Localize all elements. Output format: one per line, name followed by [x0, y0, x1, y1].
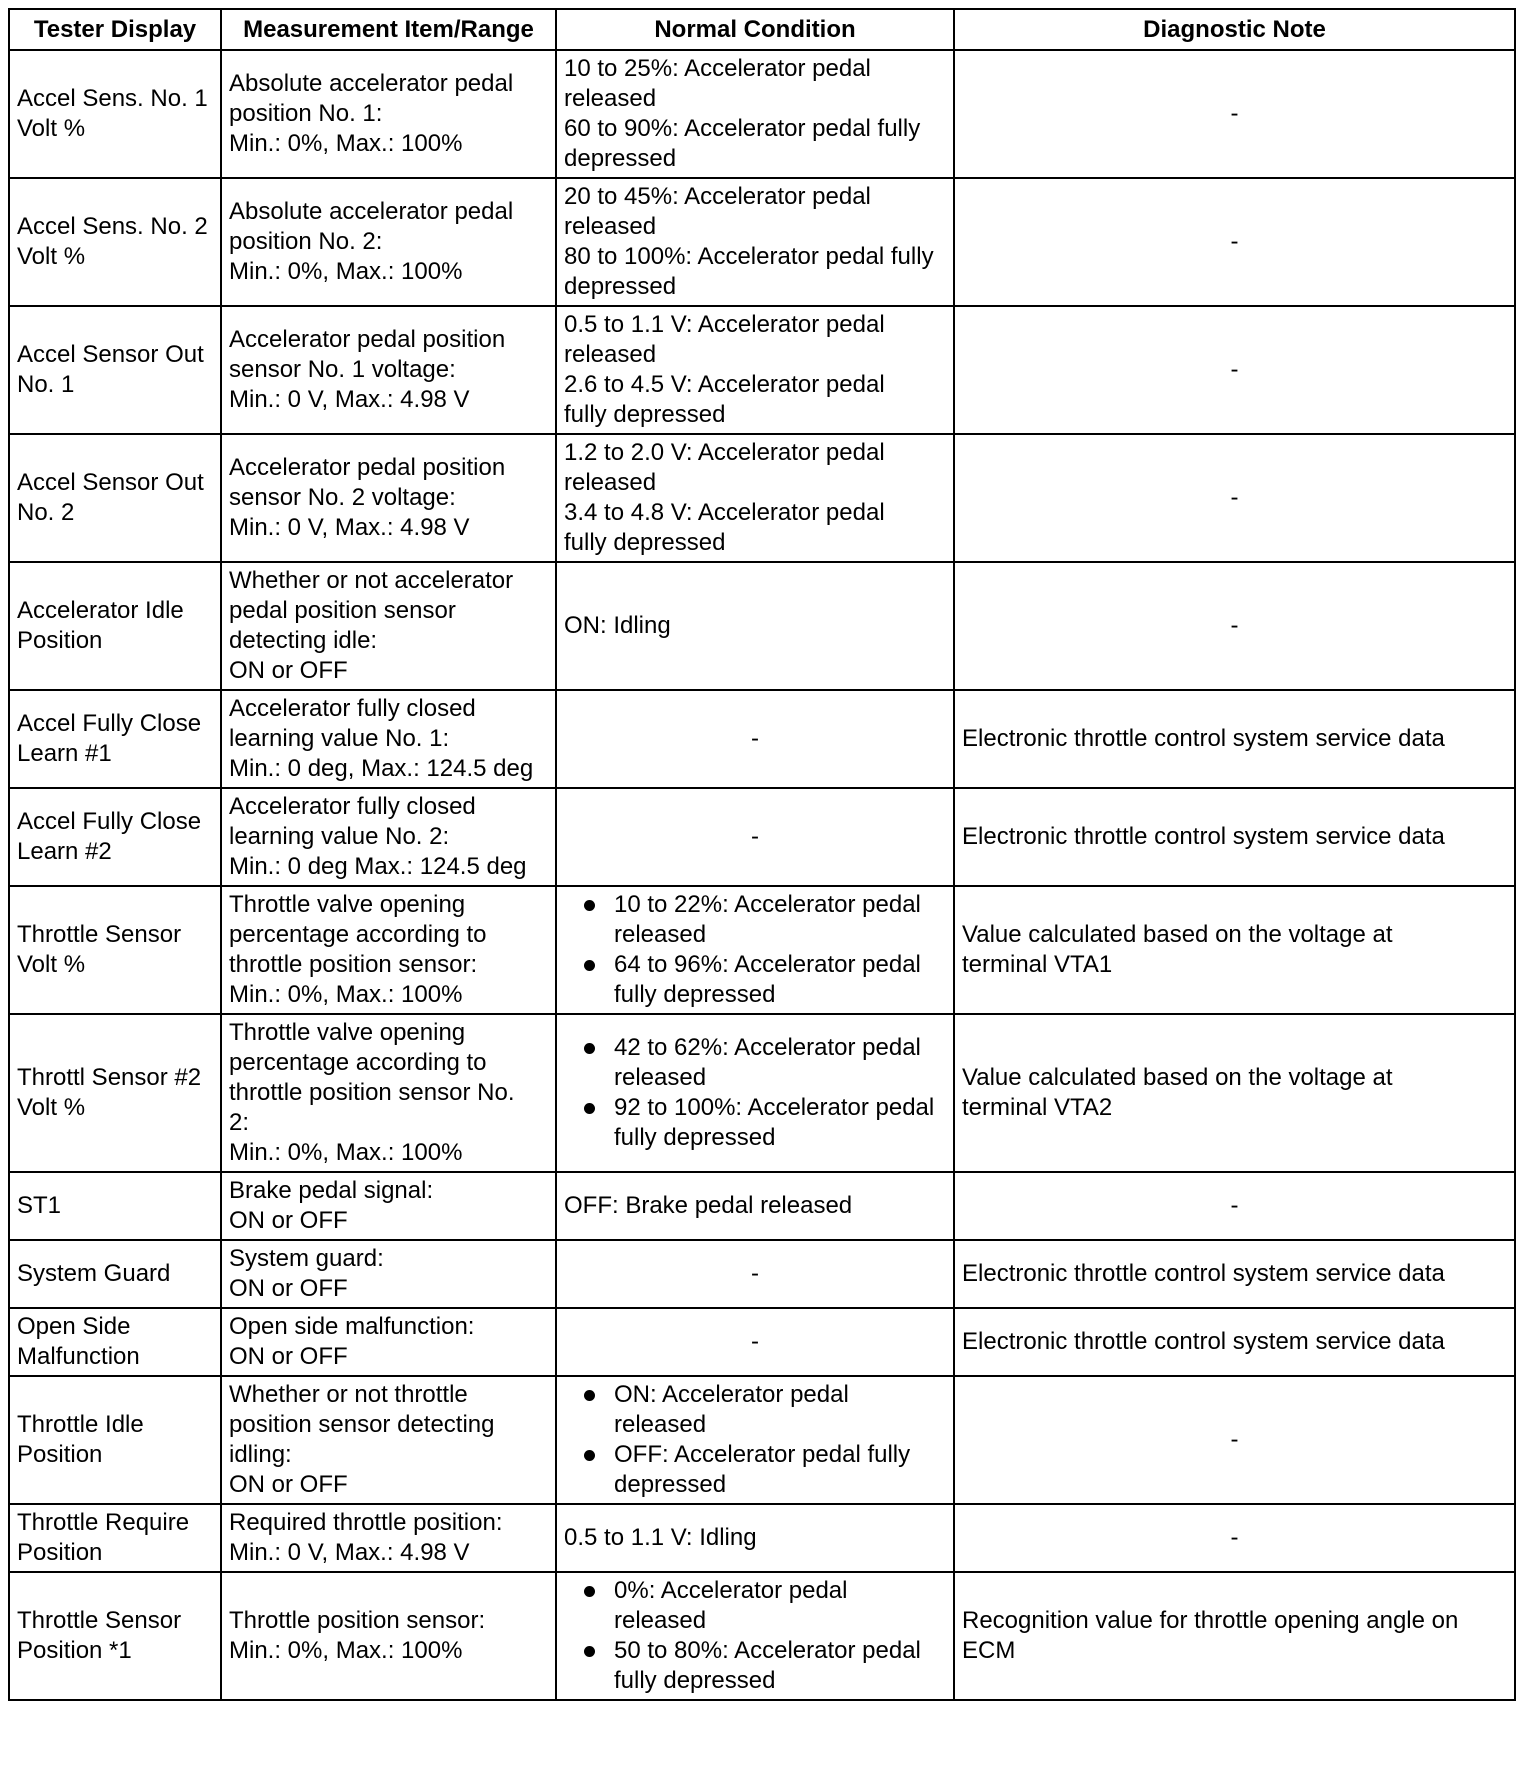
condition-bullet-item [574, 1576, 946, 1636]
diagnostic-note-cell [954, 1014, 1515, 1172]
cell-line: fully depressed [564, 529, 726, 556]
cell-line: Required throttle position: [229, 1509, 503, 1536]
normal-condition-cell [556, 434, 954, 562]
measurement-range-cell [221, 1376, 556, 1504]
cell-line: 0%: Accelerator pedal [614, 1577, 848, 1604]
cell-line: Learn #1 [17, 740, 112, 767]
cell-line: Position [17, 1441, 103, 1468]
condition-bullet-item [574, 950, 946, 1010]
header-normal-condition: Normal Condition [556, 9, 954, 50]
normal-condition-cell [556, 1504, 954, 1572]
cell-line: Min.: 0%, Max.: 100% [229, 1637, 463, 1664]
cell-line: released [564, 341, 657, 368]
cell-line: Accel Fully Close [17, 808, 202, 835]
cell-line: 1.2 to 2.0 V: Accelerator pedal [564, 439, 885, 466]
normal-condition-cell [556, 690, 954, 788]
cell-line: released [564, 85, 657, 112]
cell-line: Min.: 0 deg Max.: 124.5 deg [229, 853, 527, 880]
cell-line: Open side malfunction: [229, 1313, 475, 1340]
measurement-range-cell [221, 50, 556, 178]
cell-line: depressed [614, 1471, 727, 1498]
normal-condition-cell [556, 1308, 954, 1376]
cell-line: - [1230, 228, 1239, 255]
cell-line: System guard: [229, 1245, 384, 1272]
tester-display-cell [9, 886, 221, 1014]
cell-line: released [614, 1411, 707, 1438]
cell-line: 10 to 25%: Accelerator pedal [564, 55, 871, 82]
cell-line: position sensor detecting [229, 1411, 495, 1438]
cell-line: Volt % [17, 115, 86, 142]
cell-line: 10 to 22%: Accelerator pedal [614, 891, 921, 918]
header-measurement-item: Measurement Item/Range [221, 9, 556, 50]
condition-bullet-item [574, 1380, 946, 1440]
cell-line: terminal VTA1 [962, 951, 1113, 978]
cell-line: throttle position sensor: [229, 951, 478, 978]
tester-display-cell [9, 1172, 221, 1240]
cell-line: Throttle position sensor: [229, 1607, 486, 1634]
cell-line: Throttle Idle [17, 1411, 144, 1438]
cell-line: Min.: 0 deg, Max.: 124.5 deg [229, 755, 534, 782]
cell-line: - [1230, 1192, 1239, 1219]
cell-line: No. 1 [17, 371, 75, 398]
normal-condition-cell [556, 1014, 954, 1172]
header-diagnostic-note: Diagnostic Note [954, 9, 1515, 50]
measurement-range-cell [221, 306, 556, 434]
cell-line: Min.: 0 V, Max.: 4.98 V [229, 514, 470, 541]
cell-line: ECM [962, 1637, 1016, 1664]
normal-condition-cell [556, 788, 954, 886]
cell-line: depressed [564, 145, 677, 172]
tester-display-cell [9, 1376, 221, 1504]
cell-line: fully depressed [614, 1667, 776, 1694]
data-list-table [8, 8, 1516, 1701]
cell-line: position No. 2: [229, 228, 383, 255]
cell-line: ON: Accelerator pedal [614, 1381, 849, 1408]
tester-display-cell [9, 690, 221, 788]
tester-display-cell [9, 1308, 221, 1376]
cell-line: - [1230, 356, 1239, 383]
tester-display-cell [9, 434, 221, 562]
measurement-range-cell [221, 562, 556, 690]
condition-bullet-item [574, 890, 946, 950]
cell-line: - [751, 1328, 759, 1355]
cell-line: Throttle Sensor [17, 921, 182, 948]
cell-line: depressed [564, 273, 677, 300]
normal-condition-cell [556, 1172, 954, 1240]
tester-display-cell [9, 562, 221, 690]
tester-display-cell [9, 306, 221, 434]
cell-line: - [751, 823, 759, 850]
table-row [9, 1240, 1515, 1308]
diagnostic-note-cell [954, 1504, 1515, 1572]
cell-line: terminal VTA2 [962, 1094, 1113, 1121]
normal-condition-cell [556, 306, 954, 434]
condition-bullet-item [574, 1636, 946, 1696]
cell-line: released [614, 1064, 707, 1091]
cell-line: Accelerator fully closed [229, 793, 476, 820]
tester-display-cell [9, 1572, 221, 1700]
diagnostic-note-cell [954, 562, 1515, 690]
cell-line: Absolute accelerator pedal [229, 198, 514, 225]
cell-line: Accel Sensor Out [17, 341, 204, 368]
measurement-range-cell [221, 690, 556, 788]
cell-line: 2.6 to 4.5 V: Accelerator pedal [564, 371, 885, 398]
cell-line: percentage according to [229, 921, 487, 948]
cell-line: learning value No. 1: [229, 725, 450, 752]
cell-line: Learn #2 [17, 838, 112, 865]
diagnostic-note-cell [954, 306, 1515, 434]
cell-line: 3.4 to 4.8 V: Accelerator pedal [564, 499, 885, 526]
cell-line: - [751, 725, 759, 752]
diagnostic-note-cell [954, 1376, 1515, 1504]
cell-line: Accel Fully Close [17, 710, 202, 737]
cell-line: Electronic throttle control system service data [962, 1328, 1445, 1355]
normal-condition-cell [556, 886, 954, 1014]
cell-line: released [614, 921, 707, 948]
table-row [9, 306, 1515, 434]
cell-line: OFF: Brake pedal released [564, 1192, 853, 1219]
tester-display-cell [9, 1504, 221, 1572]
cell-line: percentage according to [229, 1049, 487, 1076]
cell-line: - [1230, 100, 1239, 127]
cell-line: 0.5 to 1.1 V: Idling [564, 1524, 757, 1551]
diagnostic-note-cell [954, 434, 1515, 562]
cell-line: 0.5 to 1.1 V: Accelerator pedal [564, 311, 885, 338]
cell-line: ON or OFF [229, 1471, 348, 1498]
cell-line: released [564, 469, 657, 496]
tester-display-cell [9, 178, 221, 306]
cell-line: position No. 1: [229, 100, 383, 127]
cell-line: Min.: 0%, Max.: 100% [229, 130, 463, 157]
cell-line: 60 to 90%: Accelerator pedal fully [564, 115, 921, 142]
cell-line: Absolute accelerator pedal [229, 70, 514, 97]
cell-line: sensor No. 1 voltage: [229, 356, 456, 383]
cell-line: Electronic throttle control system service data [962, 823, 1445, 850]
cell-line: Throttle valve opening [229, 891, 466, 918]
table-row [9, 178, 1515, 306]
diagnostic-note-cell [954, 690, 1515, 788]
cell-line: Brake pedal signal: [229, 1177, 434, 1204]
condition-bullet-item [574, 1033, 946, 1093]
cell-line: No. 2 [17, 499, 75, 526]
cell-line: 80 to 100%: Accelerator pedal fully [564, 243, 934, 270]
normal-condition-cell [556, 1572, 954, 1700]
condition-bullet-list [564, 890, 946, 1010]
cell-line: Min.: 0%, Max.: 100% [229, 258, 463, 285]
table-row [9, 434, 1515, 562]
cell-line: 2: [229, 1109, 250, 1136]
condition-bullet-list [564, 1380, 946, 1500]
table-row [9, 788, 1515, 886]
measurement-range-cell [221, 1240, 556, 1308]
cell-line: - [1230, 1426, 1239, 1453]
cell-line: Throttle valve opening [229, 1019, 466, 1046]
cell-line: Whether or not throttle [229, 1381, 468, 1408]
cell-line: Accelerator Idle [17, 597, 184, 624]
cell-line: 42 to 62%: Accelerator pedal [614, 1034, 921, 1061]
cell-line: Accel Sens. No. 1 [17, 85, 208, 112]
measurement-range-cell [221, 434, 556, 562]
cell-line: ON or OFF [229, 1207, 348, 1234]
measurement-range-cell [221, 1172, 556, 1240]
tester-display-cell [9, 50, 221, 178]
diagnostic-note-cell [954, 1240, 1515, 1308]
normal-condition-cell [556, 178, 954, 306]
normal-condition-cell [556, 1240, 954, 1308]
cell-line: - [1230, 484, 1239, 511]
cell-line: Accel Sens. No. 2 [17, 213, 208, 240]
cell-line: ON: Idling [564, 612, 671, 639]
cell-line: detecting idle: [229, 627, 378, 654]
tester-display-cell [9, 788, 221, 886]
condition-bullet-list [564, 1033, 946, 1153]
cell-line: idling: [229, 1441, 292, 1468]
table-row [9, 690, 1515, 788]
cell-line: Volt % [17, 1094, 86, 1121]
cell-line: Value calculated based on the voltage at [962, 921, 1393, 948]
tester-display-cell [9, 1014, 221, 1172]
cell-line: Position *1 [17, 1637, 132, 1664]
table-row [9, 1376, 1515, 1504]
table-row [9, 1172, 1515, 1240]
cell-line: Throttl Sensor #2 [17, 1064, 202, 1091]
cell-line: Min.: 0 V, Max.: 4.98 V [229, 386, 470, 413]
cell-line: Position [17, 627, 103, 654]
cell-line: Throttle Sensor [17, 1607, 182, 1634]
measurement-range-cell [221, 1014, 556, 1172]
header-tester-display: Tester Display [9, 9, 221, 50]
cell-line: Volt % [17, 951, 86, 978]
tester-display-cell [9, 1240, 221, 1308]
cell-line: - [751, 1260, 759, 1287]
cell-line: 50 to 80%: Accelerator pedal [614, 1637, 921, 1664]
diagnostic-note-cell [954, 1308, 1515, 1376]
measurement-range-cell [221, 1572, 556, 1700]
condition-bullet-list [564, 1576, 946, 1696]
measurement-range-cell [221, 788, 556, 886]
cell-line: 92 to 100%: Accelerator pedal [614, 1094, 935, 1121]
cell-line: Open Side [17, 1313, 131, 1340]
cell-line: OFF: Accelerator pedal fully [614, 1441, 911, 1468]
cell-line: - [1230, 612, 1239, 639]
cell-line: Min.: 0%, Max.: 100% [229, 1139, 463, 1166]
diagnostic-note-cell [954, 178, 1515, 306]
diagnostic-note-cell [954, 788, 1515, 886]
cell-line: 64 to 96%: Accelerator pedal [614, 951, 921, 978]
cell-line: Whether or not accelerator [229, 567, 514, 594]
cell-line: learning value No. 2: [229, 823, 450, 850]
cell-line: ON or OFF [229, 657, 348, 684]
cell-line: 20 to 45%: Accelerator pedal [564, 183, 871, 210]
diagnostic-note-cell [954, 50, 1515, 178]
table-row [9, 1504, 1515, 1572]
cell-line: Min.: 0 V, Max.: 4.98 V [229, 1539, 470, 1566]
condition-bullet-item [574, 1440, 946, 1500]
cell-line: Value calculated based on the voltage at [962, 1064, 1393, 1091]
cell-line: Electronic throttle control system service data [962, 725, 1445, 752]
measurement-range-cell [221, 1308, 556, 1376]
measurement-range-cell [221, 886, 556, 1014]
condition-bullet-item [574, 1093, 946, 1153]
cell-line: released [564, 213, 657, 240]
cell-line: Throttle Require [17, 1509, 190, 1536]
table-row [9, 1572, 1515, 1700]
table-row [9, 886, 1515, 1014]
cell-line: fully depressed [614, 981, 776, 1008]
cell-line: System Guard [17, 1260, 171, 1287]
cell-line: sensor No. 2 voltage: [229, 484, 456, 511]
cell-line: Electronic throttle control system service data [962, 1260, 1445, 1287]
cell-line: Malfunction [17, 1343, 140, 1370]
table-row [9, 1308, 1515, 1376]
cell-line: Accelerator pedal position [229, 454, 506, 481]
cell-line: ST1 [17, 1192, 62, 1219]
cell-line: pedal position sensor [229, 597, 456, 624]
cell-line: - [1230, 1524, 1239, 1551]
header-row [9, 9, 1515, 50]
normal-condition-cell [556, 1376, 954, 1504]
diagnostic-note-cell [954, 1172, 1515, 1240]
cell-line: throttle position sensor No. [229, 1079, 515, 1106]
cell-line: ON or OFF [229, 1275, 348, 1302]
normal-condition-cell [556, 562, 954, 690]
diagnostic-note-cell [954, 886, 1515, 1014]
cell-line: fully depressed [614, 1124, 776, 1151]
cell-line: ON or OFF [229, 1343, 348, 1370]
cell-line: fully depressed [564, 401, 726, 428]
diagnostic-note-cell [954, 1572, 1515, 1700]
normal-condition-cell [556, 50, 954, 178]
cell-line: Accel Sensor Out [17, 469, 204, 496]
cell-line: Volt % [17, 243, 86, 270]
table-row [9, 50, 1515, 178]
cell-line: Recognition value for throttle opening angle on [962, 1607, 1459, 1634]
table-row [9, 562, 1515, 690]
cell-line: Accelerator fully closed [229, 695, 476, 722]
measurement-range-cell [221, 1504, 556, 1572]
cell-line: Accelerator pedal position [229, 326, 506, 353]
cell-line: Position [17, 1539, 103, 1566]
measurement-range-cell [221, 178, 556, 306]
cell-line: released [614, 1607, 707, 1634]
cell-line: Min.: 0%, Max.: 100% [229, 981, 463, 1008]
table-row [9, 1014, 1515, 1172]
